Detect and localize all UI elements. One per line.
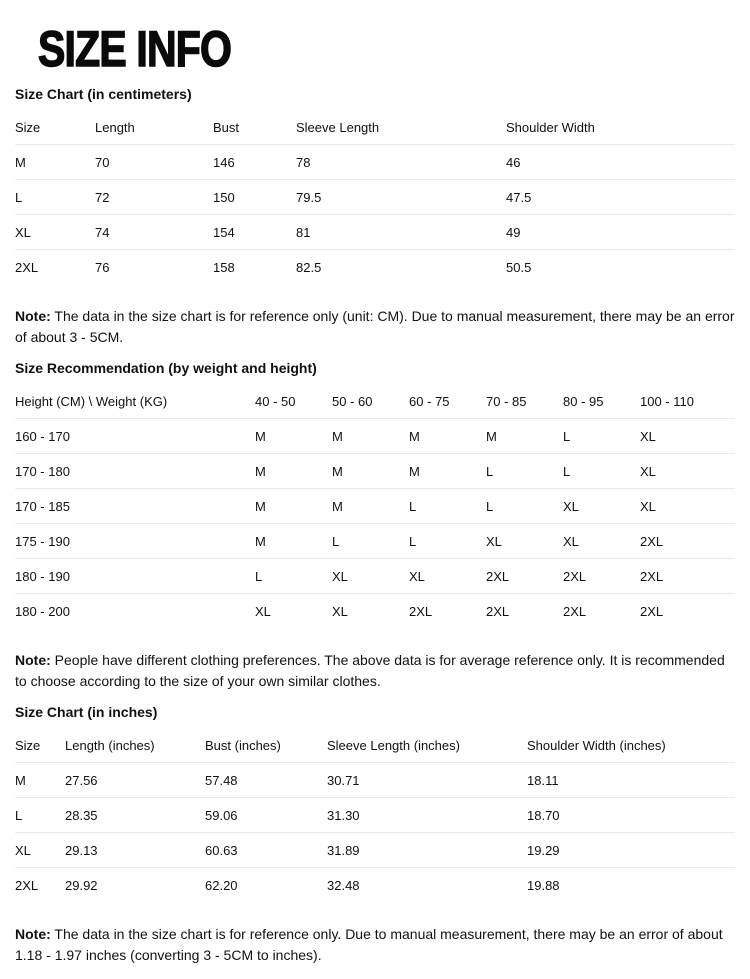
size-recommendation-table [15, 384, 735, 628]
table-cell: 2XL [486, 603, 510, 619]
table-cell: 2XL [640, 603, 664, 619]
section-title-inch-chart: Size Chart (in inches) [15, 704, 158, 720]
size-chart-cm-table [15, 110, 735, 284]
column-header-bust-inches: Bust (inches) [205, 728, 327, 763]
column-header-weight-80-95: 80 - 95 [563, 384, 640, 419]
table-cell: 60.63 [205, 833, 327, 868]
table-cell: 2XL [563, 559, 640, 594]
table-cell: 31.89 [327, 833, 527, 868]
table-cell: L [15, 180, 95, 215]
table-cell: M [486, 419, 563, 454]
table-row [15, 180, 735, 215]
table-cell: L [486, 454, 563, 489]
table-cell: M [255, 419, 332, 454]
table-cell: 180 - 200 [15, 603, 70, 619]
table-row [15, 868, 735, 903]
column-header-sleeve-length-inches: Sleeve Length (inches) [327, 728, 527, 763]
table-header-row [15, 384, 735, 419]
table-cell: XL [255, 603, 271, 619]
note-text: The data in the size chart is for reference only. Due to manual measurement, there may be an error of about 1.18 - 1.97 inches (converting 3 - 5CM to inches). [15, 926, 723, 963]
table-cell: 18.11 [527, 763, 735, 798]
table-cell: M [332, 454, 409, 489]
table-cell: 2XL [409, 603, 433, 619]
note-inch-chart [15, 924, 735, 966]
column-header-size: Size [15, 728, 65, 763]
table-cell: M [255, 489, 332, 524]
table-cell: 146 [213, 145, 296, 180]
note-recommendation [15, 650, 735, 692]
table-cell: 78 [296, 145, 506, 180]
table-cell: L [15, 798, 65, 833]
table-cell: 19.29 [527, 833, 735, 868]
table-cell: L [409, 524, 486, 559]
note-text: The data in the size chart is for reference only (unit: CM). Due to manual measurement, there may be an error of about 3 - 5CM. [15, 308, 735, 345]
table-cell: 81 [296, 215, 506, 250]
table-cell: XL [409, 559, 486, 594]
table-cell: 2XL [486, 559, 563, 594]
column-header-shoulder-width: Shoulder Width [506, 110, 735, 145]
table-cell: 154 [213, 215, 296, 250]
table-cell: M [409, 454, 486, 489]
table-cell: 29.92 [65, 877, 98, 893]
column-header-weight-70-85: 70 - 85 [486, 384, 563, 419]
table-cell: 49 [506, 215, 735, 250]
table-cell: M [332, 489, 409, 524]
table-row [15, 454, 735, 489]
table-cell: L [563, 419, 640, 454]
table-cell: XL [15, 215, 95, 250]
table-cell: M [255, 524, 332, 559]
table-cell: 62.20 [205, 877, 238, 893]
table-cell: XL [332, 559, 409, 594]
table-cell: 47.5 [506, 180, 735, 215]
table-row [15, 215, 735, 250]
table-row [15, 763, 735, 798]
table-row [15, 798, 735, 833]
table-cell: XL [640, 489, 735, 524]
column-header-shoulder-width-inches: Shoulder Width (inches) [527, 728, 735, 763]
table-cell: 70 [95, 145, 213, 180]
table-cell: 29.13 [65, 833, 205, 868]
table-cell: 2XL [15, 259, 39, 275]
table-cell: 2XL [15, 877, 39, 893]
table-header-row [15, 110, 735, 145]
table-cell: 46 [506, 145, 735, 180]
table-cell: XL [640, 454, 735, 489]
table-cell: 31.30 [327, 798, 527, 833]
table-cell: 160 - 170 [15, 419, 255, 454]
table-cell: XL [332, 603, 348, 619]
note-label: Note: [15, 652, 51, 668]
table-cell: 32.48 [327, 877, 360, 893]
table-row [15, 594, 735, 629]
column-header-size: Size [15, 110, 95, 145]
column-header-weight-60-75: 60 - 75 [409, 384, 486, 419]
table-cell: 150 [213, 180, 296, 215]
table-row [15, 524, 735, 559]
table-cell: 59.06 [205, 798, 327, 833]
table-cell: M [255, 454, 332, 489]
size-info-page [0, 21, 750, 979]
table-cell: XL [486, 524, 563, 559]
table-cell: L [409, 489, 486, 524]
table-cell: XL [15, 833, 65, 868]
table-cell: 175 - 190 [15, 524, 255, 559]
table-row [15, 559, 735, 594]
table-cell: 180 - 190 [15, 559, 255, 594]
table-cell: 74 [95, 215, 213, 250]
table-cell: XL [563, 524, 640, 559]
table-cell: L [255, 559, 332, 594]
column-header-bust: Bust [213, 110, 296, 145]
table-cell: XL [563, 489, 640, 524]
table-row [15, 833, 735, 868]
table-cell: 19.88 [527, 877, 560, 893]
table-cell: 158 [213, 259, 235, 275]
table-cell: M [15, 763, 65, 798]
table-cell: 30.71 [327, 763, 527, 798]
table-cell: 27.56 [65, 763, 205, 798]
table-cell: 2XL [640, 559, 735, 594]
table-cell: 170 - 180 [15, 454, 255, 489]
table-cell: 76 [95, 259, 110, 275]
note-label: Note: [15, 926, 51, 942]
table-cell: M [15, 145, 95, 180]
table-row [15, 489, 735, 524]
note-cm-chart [15, 306, 735, 348]
table-cell: 72 [95, 180, 213, 215]
table-cell: 50.5 [506, 259, 532, 275]
column-header-weight-50-60: 50 - 60 [332, 384, 409, 419]
page-title: SIZE INFO [38, 21, 232, 77]
table-cell: XL [640, 419, 735, 454]
table-cell: L [486, 489, 563, 524]
column-header-weight-40-50: 40 - 50 [255, 384, 332, 419]
table-cell: 2XL [640, 524, 735, 559]
column-header-height-weight: Height (CM) \ Weight (KG) [15, 384, 255, 419]
table-row [15, 419, 735, 454]
table-cell: 28.35 [65, 798, 205, 833]
section-title-recommendation: Size Recommendation (by weight and height) [15, 360, 317, 376]
table-cell: L [563, 454, 640, 489]
column-header-weight-100-110: 100 - 110 [640, 384, 735, 419]
column-header-length-inches: Length (inches) [65, 728, 205, 763]
table-cell: M [332, 419, 409, 454]
column-header-sleeve-length: Sleeve Length [296, 110, 506, 145]
table-cell: 18.70 [527, 798, 735, 833]
table-cell: 82.5 [296, 259, 322, 275]
table-cell: 2XL [563, 603, 587, 619]
size-chart-inches-table [15, 728, 735, 902]
table-cell: 79.5 [296, 180, 506, 215]
section-title-cm-chart: Size Chart (in centimeters) [15, 86, 192, 102]
table-cell: 170 - 185 [15, 489, 255, 524]
table-cell: 57.48 [205, 763, 327, 798]
table-cell: M [409, 419, 486, 454]
table-row [15, 145, 735, 180]
column-header-length: Length [95, 110, 213, 145]
table-row [15, 250, 735, 285]
note-label: Note: [15, 308, 51, 324]
table-header-row [15, 728, 735, 763]
note-text: People have different clothing preferences. The above data is for average reference only. It is recommended to choose according to the size of your own similar clothes. [15, 652, 725, 689]
table-cell: L [332, 524, 409, 559]
